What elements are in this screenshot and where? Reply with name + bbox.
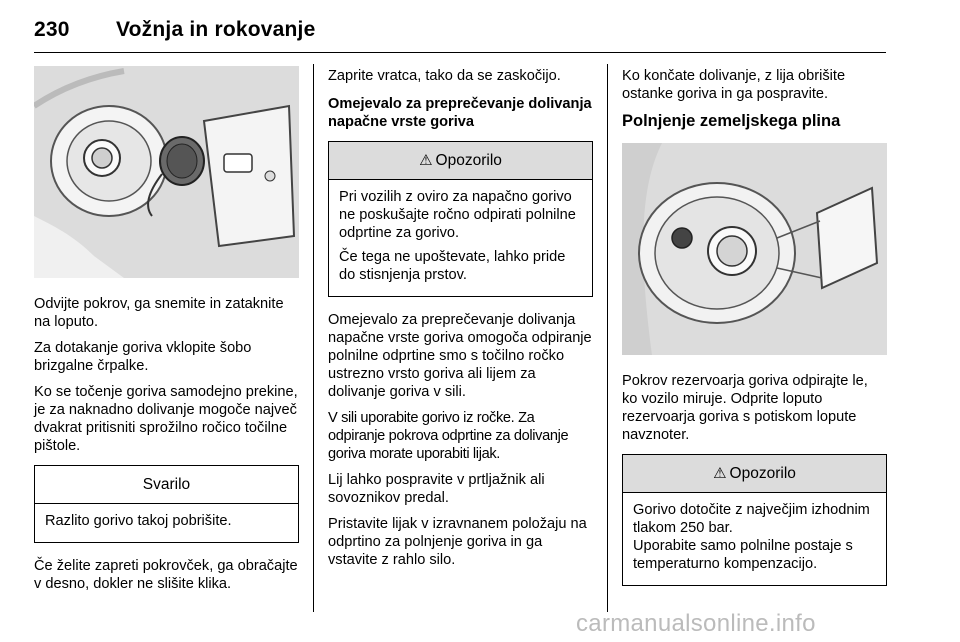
- warning-text: Če tega ne upoštevate, lahko pride do stisnjenja prstov.: [339, 249, 566, 283]
- caution-box: [34, 465, 299, 543]
- column-2: [328, 67, 593, 577]
- paragraph: Ko se točenje goriva samodejno prekine, je za naknadno dolivanje mogoče največ dvakrat pritisniti sprožilno ročico točilne pištole.: [34, 384, 298, 454]
- paragraph: Odvijte pokrov, ga snemite in zataknite na loputo.: [34, 296, 284, 330]
- paragraph: Pokrov rezervoarja goriva odpirajte le, ko vozilo miruje. Odprite loputo rezervoarja goriva s potiskom lopute navznoter.: [622, 373, 868, 443]
- subheading: Omejevalo za preprečevanje dolivanja napačne vrste goriva: [328, 96, 592, 130]
- chapter-title: Vožnja in rokovanje: [116, 18, 316, 41]
- warning-triangle-icon: ⚠: [713, 465, 727, 482]
- fuel-cap-illustration: [34, 66, 299, 278]
- warning-triangle-icon: ⚠: [419, 152, 433, 169]
- column-1: [34, 66, 299, 601]
- paragraph: Zaprite vratca, tako da se zaskočijo.: [328, 68, 561, 84]
- paragraph: Če želite zapreti pokrovček, ga obračajte v desno, dokler ne slišite klika.: [34, 558, 298, 592]
- caution-text: Razlito gorivo takoj pobrišite.: [45, 513, 232, 529]
- warning-title: Opozorilo: [729, 465, 796, 482]
- paragraph: Lij lahko pospravite v prtljažnik ali sovoznikov predal.: [328, 472, 545, 506]
- cng-filler-illustration: [622, 143, 887, 355]
- warning-box: [622, 454, 887, 586]
- paragraph: V sili uporabite gorivo iz ročke. Za odpiranje pokrova odprtine za dolivanje goriva morate uporabiti lijak.: [328, 410, 569, 462]
- warning-box: [328, 141, 593, 297]
- watermark: carmanualsonline.info: [576, 610, 816, 637]
- paragraph: Ko končate dolivanje, z lija obrišite ostanke goriva in ga pospravite.: [622, 68, 846, 102]
- section-title: Polnjenje zemeljskega plina: [622, 112, 841, 130]
- warning-text: Gorivo dotočite z največjim izhodnim tlakom 250 bar.: [633, 502, 870, 536]
- warning-text: Pri vozilih z oviro za napačno gorivo ne poskušajte ročno odpirati polnilne odprtine za gorivo.: [339, 189, 576, 241]
- page-header: [34, 18, 886, 53]
- warning-header: [329, 142, 592, 180]
- column-3: [622, 67, 887, 600]
- warning-title: Opozorilo: [435, 152, 502, 169]
- caution-title: Svarilo: [35, 466, 298, 504]
- paragraph: Za dotakanje goriva vklopite šobo brizgalne črpalke.: [34, 340, 252, 374]
- warning-text: Uporabite samo polnilne postaje s temperaturno kompenzacijo.: [633, 538, 853, 572]
- column-divider: [607, 64, 608, 612]
- page-number: 230: [34, 18, 70, 41]
- paragraph: Omejevalo za preprečevanje dolivanja napačne vrste goriva omogoča odpiranje polnilne odprtine smo s točilno ročko ustrezno vrsto goriva ali lijem za dolivanje goriva v sili.: [328, 312, 592, 400]
- paragraph: Pristavite lijak v izravnanem položaju na odprtino za polnjenje goriva in ga vstavite z rahlo silo.: [328, 516, 587, 568]
- warning-header: [623, 455, 886, 493]
- column-divider: [313, 64, 314, 612]
